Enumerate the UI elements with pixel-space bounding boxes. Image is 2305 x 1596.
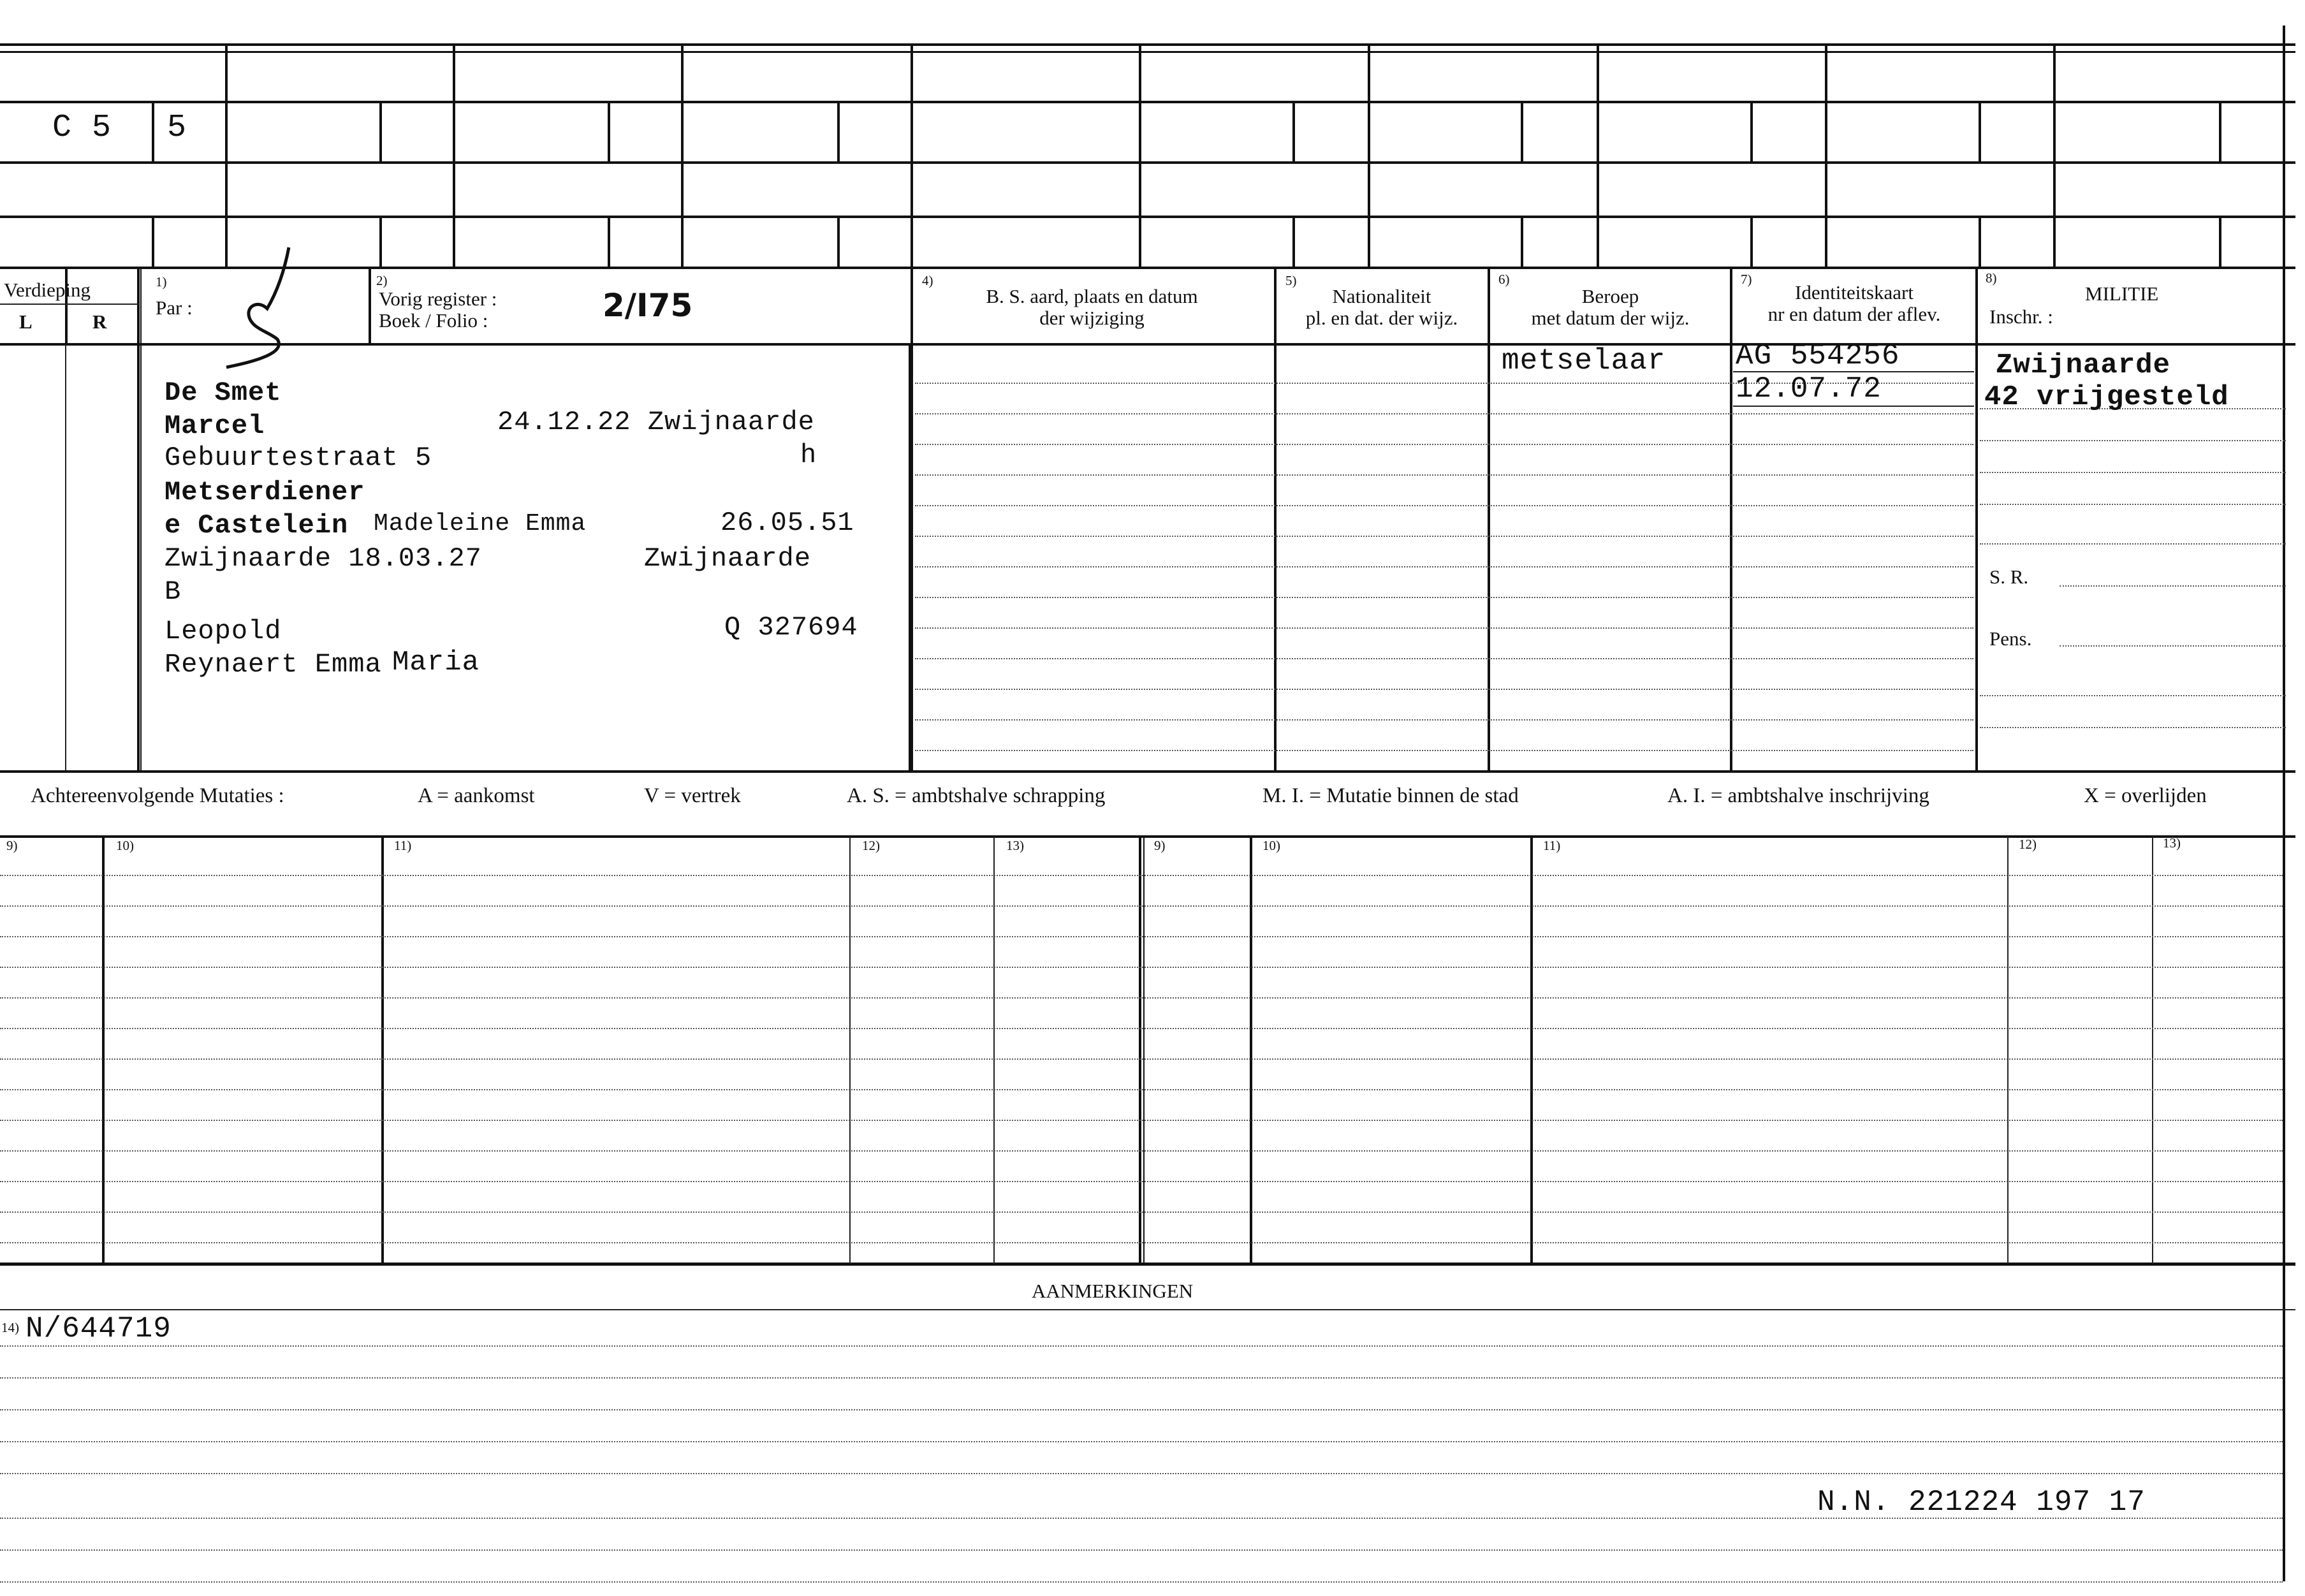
marriage-place: Zwijnaarde [644,543,812,574]
legend-as: A. S. = ambtshalve schrapping [847,784,1106,807]
bs-label-line2: der wijziging [1039,307,1145,330]
remarks-value: N/644719 [26,1312,172,1345]
mut-col-13-left: 13) [1006,838,1024,853]
signature-mark [214,242,309,376]
beroep-num: 6) [1498,272,1510,287]
remarks-title: AANMERKINGEN [1032,1280,1194,1302]
bs-label [918,286,1266,329]
mut-col-11-right: 11) [1543,838,1561,853]
spouse-given: Madeleine Emma [374,510,587,538]
id-num: 7) [1741,272,1752,287]
vorig-label: Vorig register : [379,288,497,310]
legend-ai: A. I. = ambtshalve inschrijving [1667,784,1929,807]
mut-col-10-right: 10) [1262,838,1280,853]
beroep-label [1491,286,1730,329]
r-label: R [92,311,107,333]
l-label: L [19,311,33,333]
beroep-label-line2: met datum der wijz. [1531,307,1690,330]
spouse-prefix: e Castelein [165,510,349,541]
person-h-mark: h [800,440,817,471]
militie-label: MILITIE [2085,282,2159,305]
legend-v: V = vertrek [644,784,741,807]
mother-surname: Reynaert Emma [165,649,382,680]
militie-place: Zwijnaarde [1996,349,2171,381]
id-label-line2: nr en datum der aflev. [1767,303,1941,326]
mut-col-9-right: 9) [1154,838,1166,853]
nat-label-line2: pl. en dat. der wijz. [1305,307,1458,330]
legend-mi: M. I. = Mutatie binnen de stad [1262,784,1519,807]
vorig-register-value: 2/I75 [603,287,693,324]
id-label [1733,282,1975,325]
person-firstname: Marcel [165,411,265,441]
mil-num: 8) [1986,270,1997,286]
militie-status: 42 vrijgesteld [1984,381,2229,413]
id-label-line1: Identiteitskaart [1795,281,1914,304]
person-address: Gebuurtestraat 5 [165,443,432,473]
beroep-value: metselaar [1502,344,1666,377]
grid-number: 5 [167,110,187,146]
bs-label-line1: B. S. aard, plaats en datum [986,285,1198,307]
mut-col-12-left: 12) [862,838,880,853]
mut-col-13-right: 13) [2163,835,2181,851]
vorig-num: 2) [376,273,388,288]
mut-col-10-left: 10) [116,838,134,853]
nat-num: 5) [1285,273,1297,288]
id-date: 12.07.72 [1736,372,1882,406]
bs-num: 4) [922,273,933,288]
marriage-date: 26.05.51 [721,508,854,538]
beroep-label-line1: Beroep [1581,285,1639,307]
mut-col-9-left: 9) [6,838,18,853]
verdieping-label: Verdieping [4,279,91,301]
remarks-num: 14) [1,1320,19,1335]
pens-label: Pens. [1989,627,2032,650]
person-birth: 24.12.22 Zwijnaarde [497,407,815,437]
person-surname: De Smet [165,377,282,408]
person-job: Metserdiener [165,477,365,508]
legend-a: A = aankomst [418,784,535,807]
grid-code: C 5 [52,110,112,146]
nat-label [1277,286,1487,329]
legend-title: Achtereenvolgende Mutaties : [31,784,284,807]
mut-col-12-right: 12) [2019,837,2037,852]
mut-col-11-left: 11) [394,838,412,853]
father-ref: Q 327694 [724,612,858,643]
boek-label: Boek / Folio : [379,309,488,332]
par-num: 1) [156,274,167,289]
nat-label-line1: Nationaliteit [1332,285,1431,307]
letter-b: B [165,576,182,607]
sr-label: S. R. [1989,566,2029,588]
legend-x: X = overlijden [2084,784,2207,807]
inschr-label: Inschr. : [1989,305,2053,328]
id-number: AG 554256 [1736,339,1900,372]
father-name: Leopold [165,616,282,647]
nn-number: N.N. 221224 197 17 [1817,1486,2146,1519]
mother-given: Maria [392,647,480,678]
spouse-birth: Zwijnaarde 18.03.27 [165,543,482,574]
par-label: Par : [156,297,193,319]
